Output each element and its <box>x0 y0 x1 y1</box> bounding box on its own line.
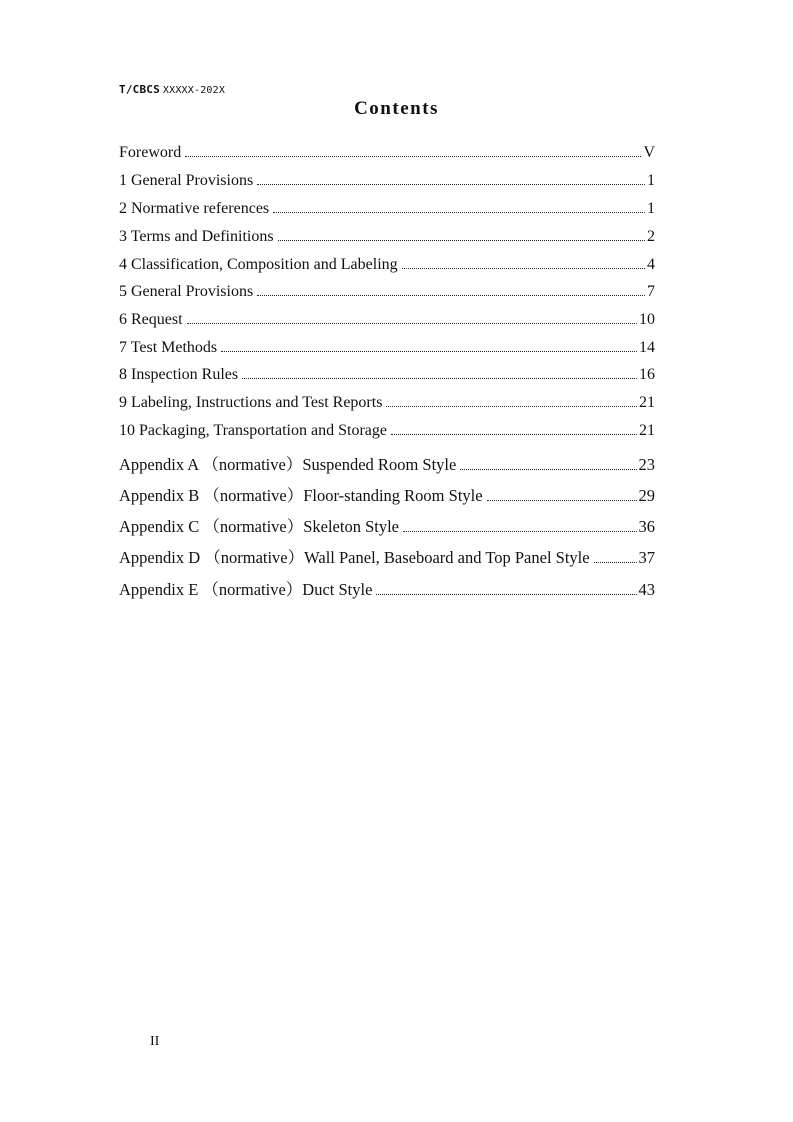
toc-entry-label: 1 General Provisions <box>119 172 254 189</box>
toc-entry-appendix-a[interactable] <box>119 451 655 475</box>
toc-entry-label: 7 Test Methods <box>119 339 218 356</box>
toc-leader-dots <box>386 406 637 407</box>
standard-code: T/CBCS <box>119 83 160 96</box>
toc-entry-page: 43 <box>638 580 655 599</box>
toc-entry-10[interactable] <box>119 422 655 440</box>
toc-entry-appendix-c[interactable] <box>119 513 655 537</box>
toc-entry-7[interactable] <box>119 339 655 357</box>
toc-entry-4[interactable] <box>119 256 655 274</box>
toc-leader-dots <box>403 531 636 532</box>
toc-entry-3[interactable] <box>119 228 655 246</box>
toc-entry-page: 10 <box>639 311 655 328</box>
toc-entry-label: 3 Terms and Definitions <box>119 228 274 245</box>
toc-entry-1[interactable] <box>119 172 655 190</box>
toc-entry-appendix-b[interactable] <box>119 482 655 506</box>
toc-leader-dots <box>487 500 637 501</box>
standard-number: XXXXX-202X <box>162 85 226 96</box>
page-title: Contents <box>354 98 439 119</box>
toc-entry-label: Appendix B （normative）Floor-standing Room Style <box>119 486 483 505</box>
toc-entry-label: Appendix A （normative）Suspended Room Style <box>119 455 457 474</box>
toc-entry-5[interactable] <box>119 283 655 301</box>
toc-entry-label: 9 Labeling, Instructions and Test Reports <box>119 394 383 411</box>
toc-entry-page: 2 <box>647 228 655 245</box>
toc-leader-dots <box>278 240 645 241</box>
toc-leader-dots <box>460 469 636 470</box>
toc-entry-page: 36 <box>638 517 655 536</box>
toc-entry-appendix-e[interactable] <box>119 576 655 600</box>
toc-leader-dots <box>185 156 641 157</box>
toc-entry-page: 29 <box>638 486 655 505</box>
toc-entry-label: 5 General Provisions <box>119 283 254 300</box>
toc-entry-page: 16 <box>639 366 655 383</box>
toc-leader-dots <box>594 562 637 563</box>
toc-entry-label: 8 Inspection Rules <box>119 366 239 383</box>
toc-entry-page: 1 <box>647 172 655 189</box>
toc-entry-page: 4 <box>647 256 655 273</box>
toc-leader-dots <box>391 434 637 435</box>
page-number: II <box>150 1034 160 1049</box>
toc-leader-dots <box>273 212 645 213</box>
toc-entry-9[interactable] <box>119 394 655 412</box>
toc-entry-8[interactable] <box>119 366 655 384</box>
toc-entry-page: 7 <box>647 283 655 300</box>
toc-entry-page: 14 <box>639 339 655 356</box>
toc-leader-dots <box>376 594 636 595</box>
toc-entry-label: 4 Classification, Composition and Labeling <box>119 256 398 273</box>
toc-entry-label: 10 Packaging, Transportation and Storage <box>119 422 387 439</box>
toc-entry-appendix-d[interactable] <box>119 544 655 568</box>
toc-entry-label: 6 Request <box>119 311 183 328</box>
toc-leader-dots <box>221 351 637 352</box>
toc-entry-label: Appendix D （normative）Wall Panel, Baseboard and Top Panel Style <box>119 548 590 567</box>
toc-entry-6[interactable] <box>119 311 655 329</box>
toc-entry-page: 23 <box>638 455 655 474</box>
toc-entry-page: V <box>643 144 655 161</box>
toc-entry-page: 21 <box>639 422 655 439</box>
toc-entry-label: Foreword <box>119 144 182 161</box>
toc-entry-label: 2 Normative references <box>119 200 270 217</box>
toc-leader-dots <box>257 295 645 296</box>
toc-entry-label: Appendix E （normative）Duct Style <box>119 580 373 599</box>
toc-entry-label: Appendix C （normative）Skeleton Style <box>119 517 400 536</box>
toc-entry-foreword[interactable] <box>119 144 655 162</box>
toc-leader-dots <box>257 184 645 185</box>
toc-entry-page: 37 <box>638 548 655 567</box>
toc-entry-page: 1 <box>647 200 655 217</box>
toc-leader-dots <box>402 268 645 269</box>
toc-entry-page: 21 <box>639 394 655 411</box>
toc-entry-2[interactable] <box>119 200 655 218</box>
page-header <box>119 83 225 96</box>
toc-leader-dots <box>187 323 637 324</box>
toc-leader-dots <box>242 378 637 379</box>
